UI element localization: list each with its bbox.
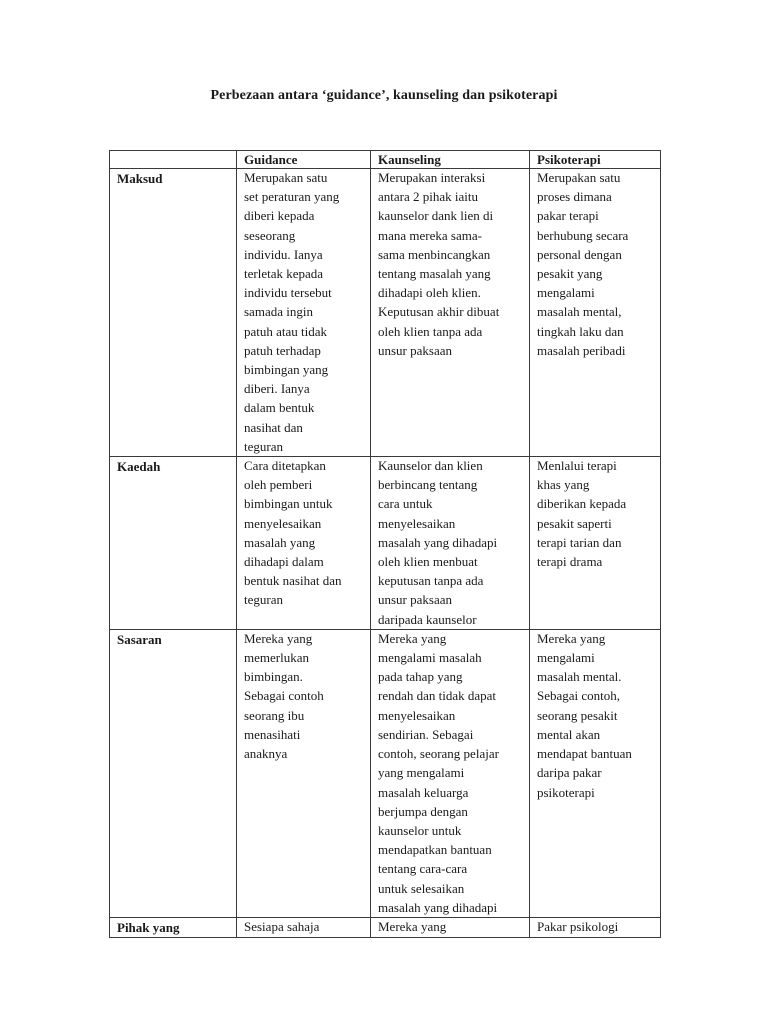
comparison-table <box>109 150 661 938</box>
row-label-kaedah: Kaedah <box>110 457 237 630</box>
table-row-kaedah <box>110 457 661 630</box>
cell-text: Cara ditetapkan oleh pemberi bimbingan untuk menyelesaikan masalah yang dihadapi dalam bentuk nasihat dan teguran <box>244 458 342 608</box>
document-title: Perbezaan antara ‘guidance’, kaunseling dan psikoterapi <box>210 88 558 103</box>
cell-pihak-psikoterapi <box>530 917 661 937</box>
cell-kaedah-psikoterapi <box>530 457 661 630</box>
header-empty-cell <box>110 151 237 169</box>
cell-text: Menlalui terapi khas yang diberikan kepada pesakit saperti terapi tarian dan terapi drama <box>537 458 627 570</box>
cell-kaedah-kaunseling <box>371 457 530 630</box>
table-row-pihak-yang <box>110 917 661 937</box>
cell-text: Merupakan interaksi antara 2 pihak iaitu kaunselor dank lien di mana mereka sama- sama menbincangkan tentang masalah yang dihadapi oleh klien. Keputusan akhir dibuat oleh klien tanpa ada unsur paksaan <box>378 170 500 358</box>
cell-sasaran-psikoterapi <box>530 629 661 917</box>
cell-sasaran-kaunseling <box>371 629 530 917</box>
row-label-pihak-yang: Pihak yang <box>110 917 237 937</box>
cell-text: Mereka yang memerlukan bimbingan. Sebagai contoh seorang ibu menasihati anaknya <box>244 630 324 762</box>
cell-maksud-guidance <box>237 169 371 457</box>
cell-pihak-guidance <box>237 917 371 937</box>
row-label-sasaran: Sasaran <box>110 629 237 917</box>
cell-text: Mereka yang mengalami masalah mental. Sebagai contoh, seorang pesakit mental akan mendapat bantuan daripa pakar psikoterapi <box>537 630 632 800</box>
cell-text: Merupakan satu set peraturan yang diberi kepada seseorang individu. Ianya terletak kepada individu tersebut samada ingin patuh atau tidak patuh terhadap bimbingan yang diberi. Ianya dalam bentuk nasihat dan teguran <box>244 170 340 454</box>
cell-maksud-psikoterapi <box>530 169 661 457</box>
cell-kaedah-guidance <box>237 457 371 630</box>
table-row-sasaran <box>110 629 661 917</box>
header-psikoterapi: Psikoterapi <box>530 151 661 169</box>
cell-text: Pakar psikologi <box>537 918 619 934</box>
header-guidance: Guidance <box>237 151 371 169</box>
header-kaunseling: Kaunseling <box>371 151 530 169</box>
cell-pihak-kaunseling <box>371 917 530 937</box>
cell-sasaran-guidance <box>237 629 371 917</box>
cell-text: Mereka yang mengalami masalah pada tahap yang rendah dan tidak dapat menyelesaikan sendirian. Sebagai contoh, seorang pelajar yang mengalami masalah keluarga berjumpa dengan kaunselor untuk mendapatkan bantuan tentang cara-cara untuk selesaikan masalah yang dihadapi <box>378 630 499 915</box>
cell-text: Kaunselor dan klien berbincang tentang cara untuk menyelesaikan masalah yang dihadapi oleh klien menbuat keputusan tanpa ada unsur paksaan daripada kaunselor <box>378 458 498 627</box>
table-row-maksud <box>110 169 661 457</box>
cell-maksud-kaunseling <box>371 169 530 457</box>
cell-text: Merupakan satu proses dimana pakar terapi berhubung secara personal dengan pesakit yang mengalami masalah mental, tingkah laku dan masalah peribadi <box>537 170 629 358</box>
row-label-maksud: Maksud <box>110 169 237 457</box>
table-header-row <box>110 151 661 169</box>
cell-text: Sesiapa sahaja <box>244 918 320 934</box>
cell-text: Mereka yang <box>378 918 447 934</box>
